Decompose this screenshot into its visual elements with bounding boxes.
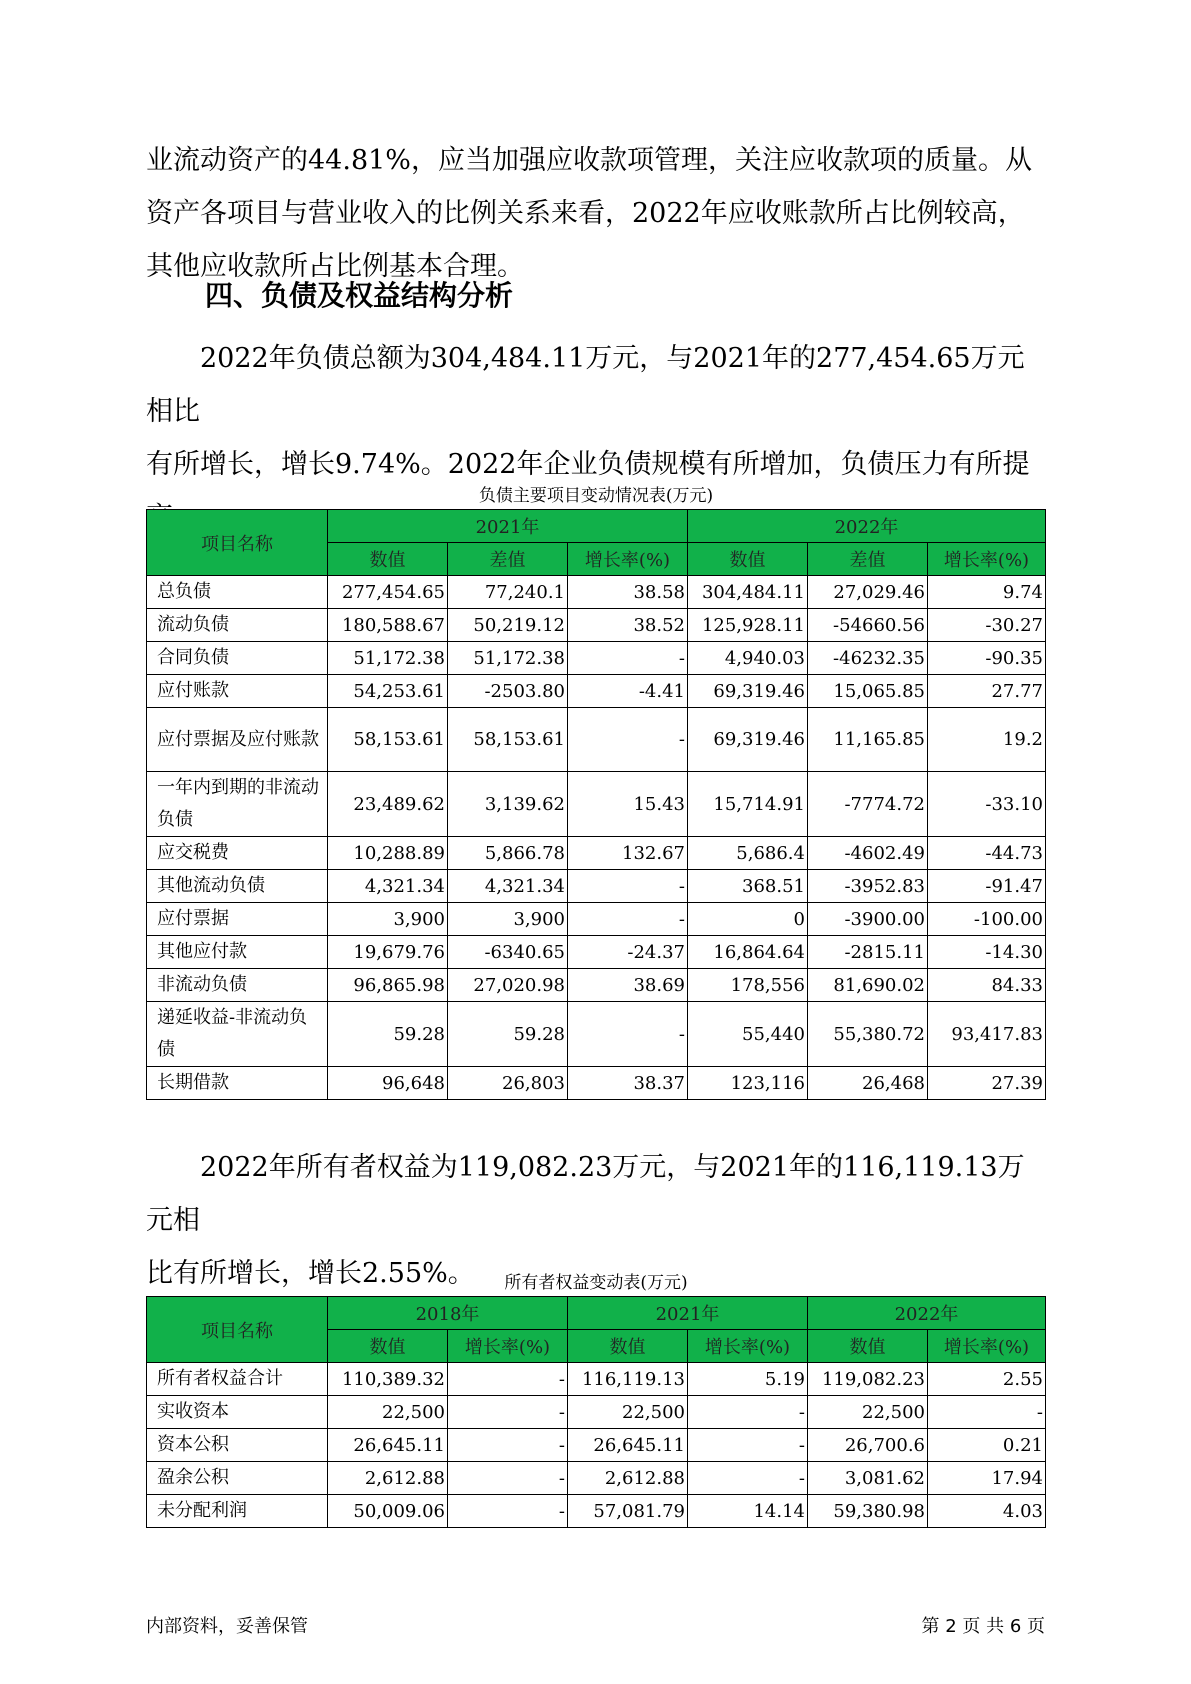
table-cell: 3,081.62 — [808, 1462, 928, 1495]
table-cell: - — [448, 1396, 568, 1429]
row-label: 合同负债 — [147, 642, 328, 675]
table-cell: 15.43 — [568, 772, 688, 837]
table-cell: 59,380.98 — [808, 1495, 928, 1528]
debt-line: 2022年负债总额为304,484.11万元，与2021年的277,454.65万元相比 — [146, 343, 1025, 427]
subheader: 差值 — [448, 543, 568, 576]
row-label: 所有者权益合计 — [147, 1363, 328, 1396]
table-cell: 55,440 — [688, 1002, 808, 1067]
table-cell: 38.58 — [568, 576, 688, 609]
table-cell: 178,556 — [688, 969, 808, 1002]
subheader: 增长率(%) — [928, 543, 1046, 576]
table-cell: 277,454.65 — [328, 576, 448, 609]
table-cell: 3,139.62 — [448, 772, 568, 837]
footer-confidential: 内部资料，妥善保管 — [146, 1616, 308, 1637]
table-cell: - — [688, 1462, 808, 1495]
table-cell: 38.37 — [568, 1067, 688, 1100]
table-row — [147, 870, 1046, 903]
subheader: 增长率(%) — [928, 1330, 1046, 1363]
table-cell: 26,645.11 — [568, 1429, 688, 1462]
table-row — [147, 1002, 1046, 1067]
table-cell: 69,319.46 — [688, 675, 808, 708]
table-cell: 96,648 — [328, 1067, 448, 1100]
table-cell: 22,500 — [808, 1396, 928, 1429]
table-cell: - — [448, 1363, 568, 1396]
row-label: 实收资本 — [147, 1396, 328, 1429]
footer-page-number: 第 2 页 共 6 页 — [921, 1616, 1045, 1637]
table-cell: 4,940.03 — [688, 642, 808, 675]
header-year: 2022年 — [808, 1297, 1046, 1330]
row-label: 非流动负债 — [147, 969, 328, 1002]
table-cell: 116,119.13 — [568, 1363, 688, 1396]
header-year: 2021年 — [328, 510, 688, 543]
row-label: 总负债 — [147, 576, 328, 609]
row-label: 其他流动负债 — [147, 870, 328, 903]
table-cell: 15,714.91 — [688, 772, 808, 837]
table-cell: 57,081.79 — [568, 1495, 688, 1528]
table-row — [147, 837, 1046, 870]
subheader: 差值 — [808, 543, 928, 576]
table-cell: 59.28 — [448, 1002, 568, 1067]
table-cell: - — [568, 1002, 688, 1067]
table-cell: -2815.11 — [808, 936, 928, 969]
row-label: 资本公积 — [147, 1429, 328, 1462]
table-cell: 54,253.61 — [328, 675, 448, 708]
table-cell: 10,288.89 — [328, 837, 448, 870]
table-cell: 26,468 — [808, 1067, 928, 1100]
table-cell: 26,803 — [448, 1067, 568, 1100]
table-cell: 9.74 — [928, 576, 1046, 609]
header-item-name: 项目名称 — [147, 1297, 328, 1363]
table-row — [147, 1462, 1046, 1495]
subheader: 数值 — [688, 543, 808, 576]
table-cell: 3,900 — [328, 903, 448, 936]
table-cell: - — [688, 1429, 808, 1462]
table-cell: 17.94 — [928, 1462, 1046, 1495]
table-row — [147, 1495, 1046, 1528]
table-cell: 132.67 — [568, 837, 688, 870]
subheader: 数值 — [328, 1330, 448, 1363]
table-cell: 27.77 — [928, 675, 1046, 708]
subheader: 数值 — [808, 1330, 928, 1363]
table-cell: -100.00 — [928, 903, 1046, 936]
table-cell: -90.35 — [928, 642, 1046, 675]
debt-line: 有所增长，增长9.74%。2022年企业负债规模有所增加，负债压力有所提 — [146, 449, 1030, 480]
row-label: 应交税费 — [147, 837, 328, 870]
row-label: 递延收益-非流动负债 — [147, 1002, 328, 1067]
table-cell: -33.10 — [928, 772, 1046, 837]
table-cell: -24.37 — [568, 936, 688, 969]
table-cell: - — [688, 1396, 808, 1429]
table-cell: 119,082.23 — [808, 1363, 928, 1396]
table-row — [147, 576, 1046, 609]
row-label: 应付票据及应付账款 — [147, 708, 328, 772]
header-year: 2018年 — [328, 1297, 568, 1330]
table-cell: 2,612.88 — [568, 1462, 688, 1495]
subheader: 增长率(%) — [688, 1330, 808, 1363]
table-cell: 59.28 — [328, 1002, 448, 1067]
table-cell: -6340.65 — [448, 936, 568, 969]
table-cell: 38.69 — [568, 969, 688, 1002]
table-cell: 51,172.38 — [328, 642, 448, 675]
table-cell: -7774.72 — [808, 772, 928, 837]
equity-table-body — [147, 1363, 1046, 1528]
table-row — [147, 609, 1046, 642]
table-cell: 26,700.6 — [808, 1429, 928, 1462]
intro-line: 其他应收款所占比例基本合理。 — [146, 251, 524, 282]
intro-paragraph — [146, 134, 1046, 293]
debt-table — [146, 509, 1046, 1100]
debt-table-caption: 负债主要项目变动情况表(万元) — [478, 486, 714, 506]
table-cell: 27.39 — [928, 1067, 1046, 1100]
table-cell: 15,065.85 — [808, 675, 928, 708]
header-year: 2022年 — [688, 510, 1046, 543]
table-cell: -3952.83 — [808, 870, 928, 903]
table-cell: 4,321.34 — [448, 870, 568, 903]
subheader: 增长率(%) — [448, 1330, 568, 1363]
row-label: 未分配利润 — [147, 1495, 328, 1528]
table-cell: -4602.49 — [808, 837, 928, 870]
table-cell: 123,116 — [688, 1067, 808, 1100]
table-row — [147, 936, 1046, 969]
table-cell: 16,864.64 — [688, 936, 808, 969]
debt-table-body — [147, 576, 1046, 1100]
table-cell: 2.55 — [928, 1363, 1046, 1396]
table-cell: - — [448, 1495, 568, 1528]
header-year: 2021年 — [568, 1297, 808, 1330]
table-row — [147, 1067, 1046, 1100]
table-cell: 4,321.34 — [328, 870, 448, 903]
table-cell: -3900.00 — [808, 903, 928, 936]
table-cell: 5.19 — [688, 1363, 808, 1396]
table-row — [147, 642, 1046, 675]
table-cell: -2503.80 — [448, 675, 568, 708]
intro-line: 资产各项目与营业收入的比例关系来看，2022年应收账款所占比例较高， — [146, 198, 1025, 229]
table-cell: 125,928.11 — [688, 609, 808, 642]
row-label: 盈余公积 — [147, 1462, 328, 1495]
table-cell: -44.73 — [928, 837, 1046, 870]
table-cell: 368.51 — [688, 870, 808, 903]
table-cell: - — [448, 1462, 568, 1495]
table-cell: 77,240.1 — [448, 576, 568, 609]
equity-table — [146, 1296, 1046, 1528]
table-cell: -46232.35 — [808, 642, 928, 675]
table-cell: -91.47 — [928, 870, 1046, 903]
table-cell: 27,020.98 — [448, 969, 568, 1002]
table-cell: -4.41 — [568, 675, 688, 708]
table-row — [147, 969, 1046, 1002]
row-label: 流动负债 — [147, 609, 328, 642]
subheader: 数值 — [568, 1330, 688, 1363]
table-cell: -54660.56 — [808, 609, 928, 642]
table-cell: 38.52 — [568, 609, 688, 642]
table-cell: 22,500 — [328, 1396, 448, 1429]
subheader: 增长率(%) — [568, 543, 688, 576]
table-cell: 58,153.61 — [448, 708, 568, 772]
row-label: 一年内到期的非流动负债 — [147, 772, 328, 837]
table-cell: 58,153.61 — [328, 708, 448, 772]
table-cell: - — [568, 642, 688, 675]
table-cell: 22,500 — [568, 1396, 688, 1429]
table-cell: - — [568, 708, 688, 772]
table-cell: 180,588.67 — [328, 609, 448, 642]
table-cell: 84.33 — [928, 969, 1046, 1002]
table-row — [147, 708, 1046, 772]
table-cell: 81,690.02 — [808, 969, 928, 1002]
table-cell: -14.30 — [928, 936, 1046, 969]
row-label: 应付票据 — [147, 903, 328, 936]
row-label: 长期借款 — [147, 1067, 328, 1100]
table-row — [147, 903, 1046, 936]
table-cell: 11,165.85 — [808, 708, 928, 772]
table-cell: -30.27 — [928, 609, 1046, 642]
intro-line: 业流动资产的44.81%，应当加强应收款项管理，关注应收款项的质量。从 — [146, 145, 1032, 176]
table-cell: 4.03 — [928, 1495, 1046, 1528]
table-row — [147, 1363, 1046, 1396]
table-cell: 0.21 — [928, 1429, 1046, 1462]
table-cell: - — [568, 870, 688, 903]
table-cell: 19.2 — [928, 708, 1046, 772]
header-item-name: 项目名称 — [147, 510, 328, 576]
table-row — [147, 675, 1046, 708]
equity-line: 2022年所有者权益为119,082.23万元，与2021年的116,119.13万元相 — [146, 1152, 1025, 1236]
table-cell: 304,484.11 — [688, 576, 808, 609]
table-cell: 14.14 — [688, 1495, 808, 1528]
row-label: 其他应付款 — [147, 936, 328, 969]
table-cell: 51,172.38 — [448, 642, 568, 675]
table-cell: 3,900 — [448, 903, 568, 936]
table-row — [147, 1396, 1046, 1429]
table-cell: 23,489.62 — [328, 772, 448, 837]
table-cell: 26,645.11 — [328, 1429, 448, 1462]
table-cell: - — [568, 903, 688, 936]
table-cell: 19,679.76 — [328, 936, 448, 969]
table-cell: 2,612.88 — [328, 1462, 448, 1495]
table-row — [147, 1429, 1046, 1462]
table-cell: 50,219.12 — [448, 609, 568, 642]
table-row — [147, 772, 1046, 837]
subheader: 数值 — [328, 543, 448, 576]
table-cell: 96,865.98 — [328, 969, 448, 1002]
table-cell: - — [448, 1429, 568, 1462]
table-cell: 110,389.32 — [328, 1363, 448, 1396]
table-cell: 93,417.83 — [928, 1002, 1046, 1067]
equity-line: 比有所增长，增长2.55%。 — [146, 1258, 475, 1289]
equity-table-caption: 所有者权益变动表(万元) — [504, 1273, 688, 1293]
table-cell: 5,866.78 — [448, 837, 568, 870]
table-cell: 50,009.06 — [328, 1495, 448, 1528]
table-cell: - — [928, 1396, 1046, 1429]
table-cell: 69,319.46 — [688, 708, 808, 772]
table-cell: 0 — [688, 903, 808, 936]
section-heading: 四、负债及权益结构分析 — [205, 279, 514, 312]
table-cell: 55,380.72 — [808, 1002, 928, 1067]
table-cell: 5,686.4 — [688, 837, 808, 870]
row-label: 应付账款 — [147, 675, 328, 708]
table-cell: 27,029.46 — [808, 576, 928, 609]
